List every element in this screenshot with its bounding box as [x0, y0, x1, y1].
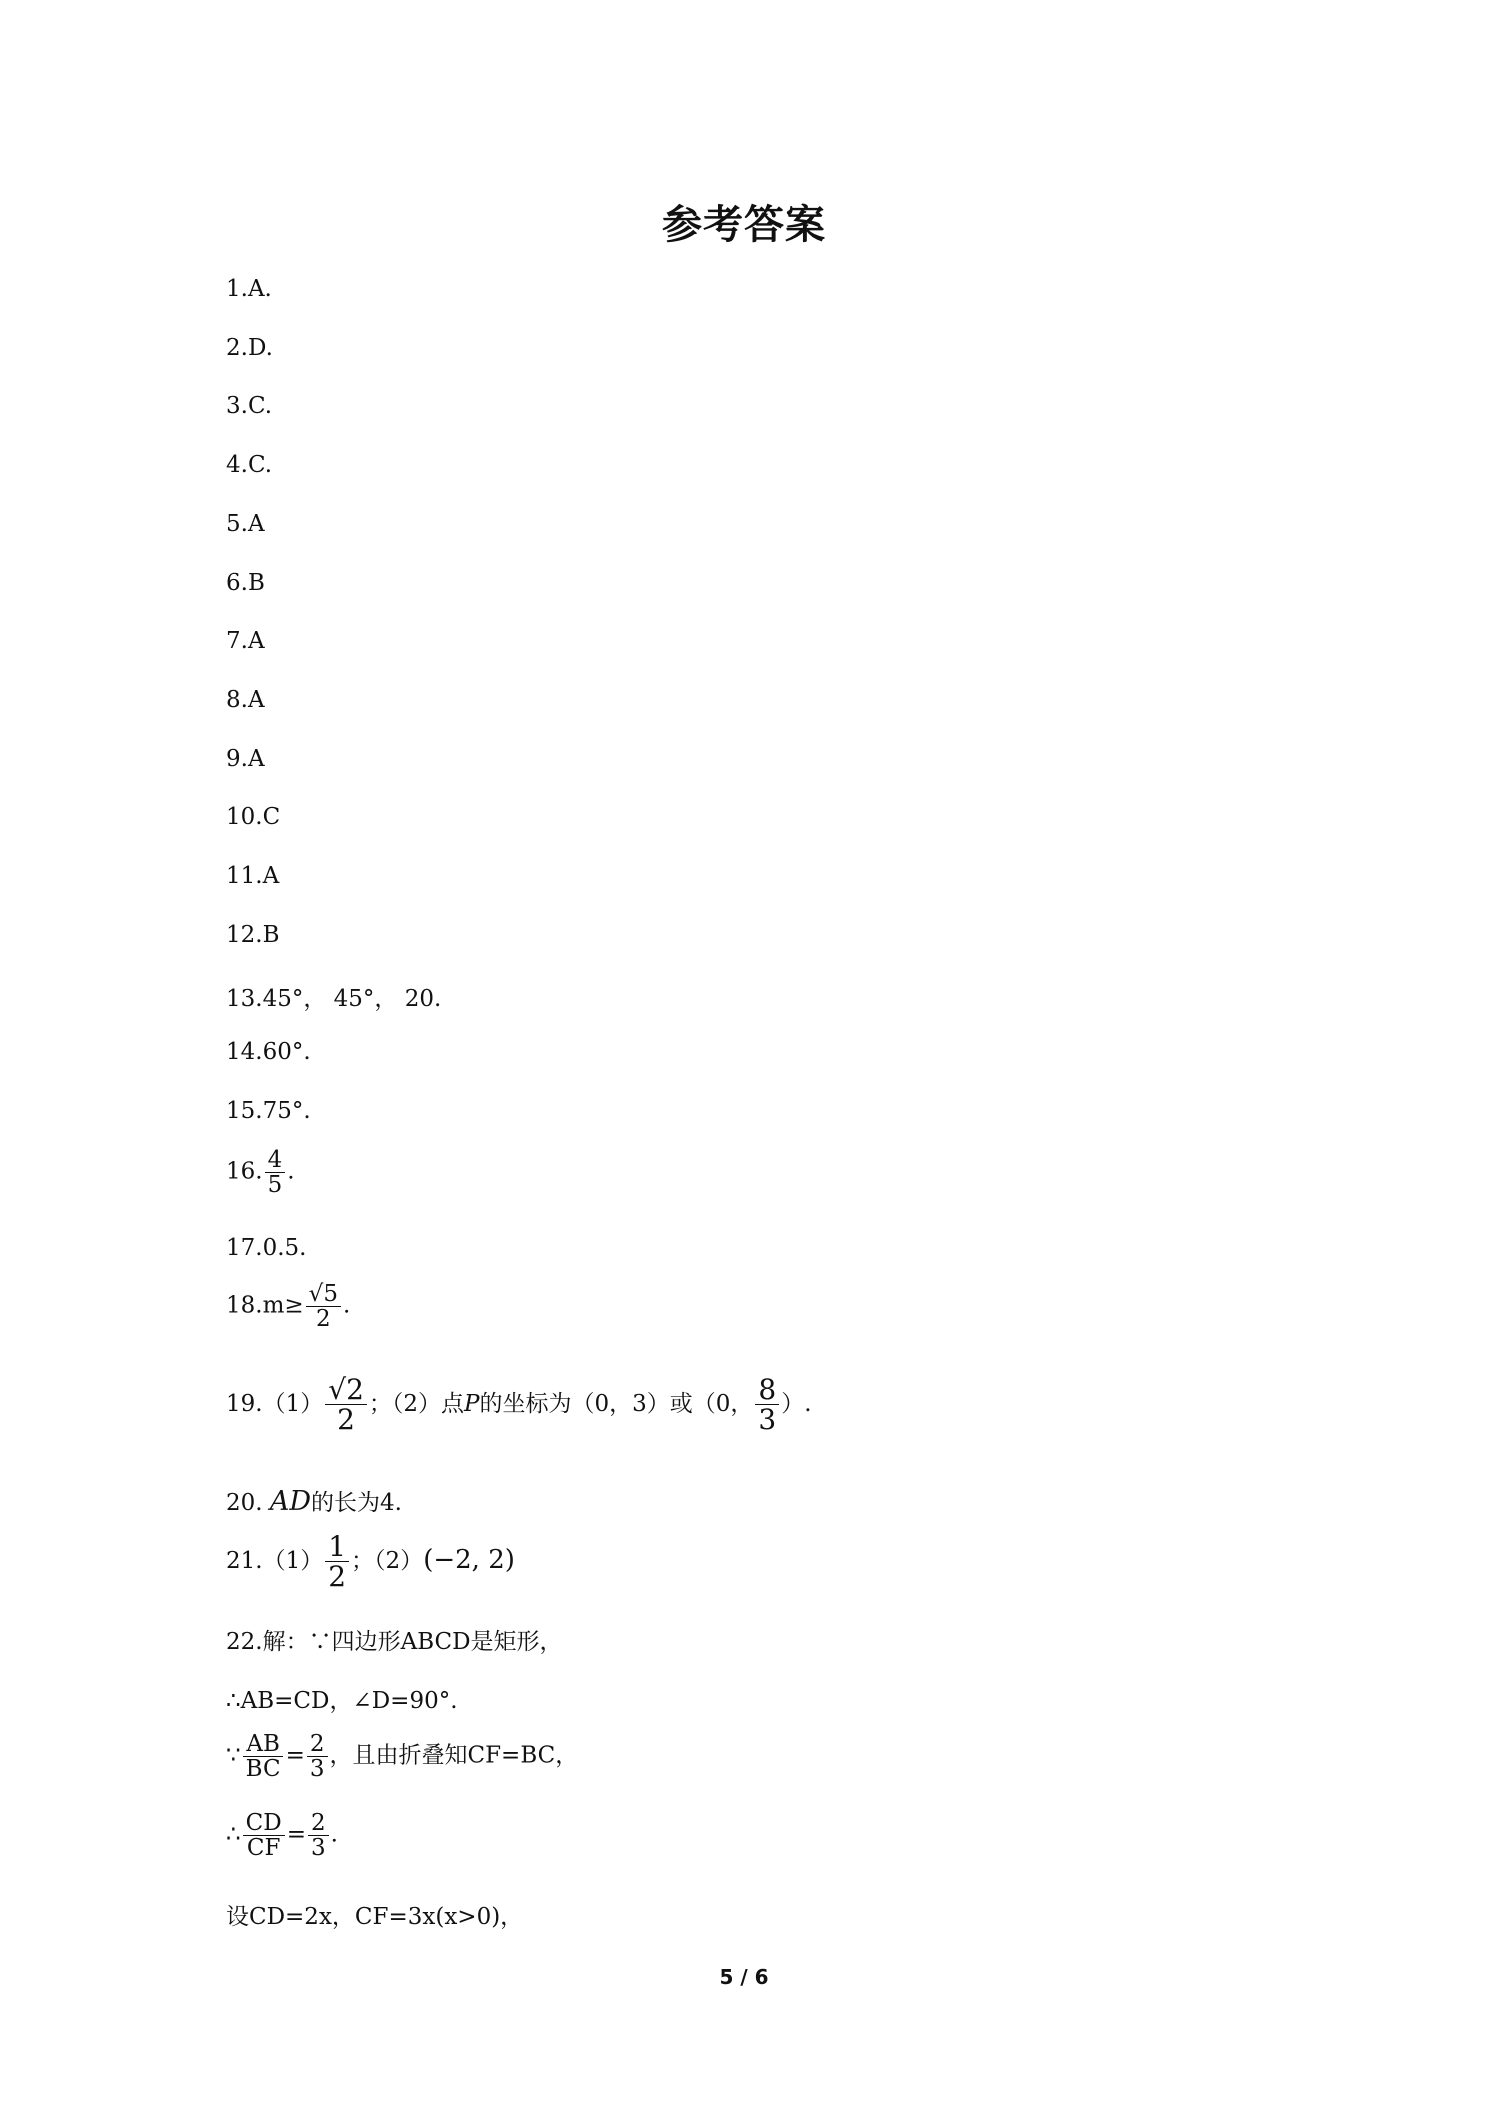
answer-7: 7.A	[226, 628, 265, 654]
answer-9: 9.A	[226, 746, 265, 772]
answer-22-line-4: ∴ $\frac{CD}{CF}$ = $\frac{2}{3}$ .	[226, 1810, 338, 1862]
page-number: 5 / 6	[719, 1965, 769, 1989]
answer-21: 21.（1） $\frac{1}{2}$ ；（2）(−2, 2)	[226, 1530, 515, 1594]
answer-5: 5.A	[226, 511, 265, 537]
fraction: √ $\frac{2}{2}$	[325, 1375, 367, 1435]
fraction: √ $\frac{5}{2}$	[306, 1282, 341, 1331]
fraction: $\frac{AB}{BC}$	[243, 1732, 284, 1781]
fraction: $\frac{2}{3}$	[308, 1811, 329, 1860]
answer-11: 11.A	[226, 863, 280, 889]
answer-17: 17.0.5.	[226, 1235, 307, 1261]
fraction: $\frac{4}{5}$	[265, 1148, 286, 1197]
fraction: $\frac{CD}{CF}$	[243, 1811, 285, 1860]
answer-3: 3.C.	[226, 393, 273, 419]
answer-15: 15.75°.	[226, 1098, 311, 1124]
answer-2: 2.D.	[226, 335, 273, 361]
answer-13: 13.45°， 45°， 20.	[226, 986, 442, 1012]
page-title: 参考答案	[662, 202, 826, 248]
answer-6: 6.B	[226, 570, 265, 596]
answer-20: 20. AD的长为4.	[226, 1486, 402, 1517]
answer-16: 16. $\frac{4}{5}$ .	[226, 1147, 295, 1199]
answer-14: 14.60°.	[226, 1039, 311, 1065]
answer-22-line-1: 22.解：∵四边形ABCD是矩形，	[226, 1629, 563, 1655]
answer-22-line-2: ∴AB=CD，∠D=90°.	[226, 1688, 458, 1714]
answer-19: 19.（1） √ $\frac{2}{2}$ ；（2）点P的坐标为（0，3）或（0， $\frac{8}{3}$ ）.	[226, 1375, 812, 1435]
answer-18: 18.m≥ √ $\frac{5}{2}$ .	[226, 1282, 350, 1331]
answer-1: 1.A.	[226, 276, 272, 302]
answer-4: 4.C.	[226, 452, 273, 478]
answer-22-line-3: ∵ $\frac{AB}{BC}$ = $\frac{2}{3}$ ，且由折叠知CF=BC，	[226, 1731, 579, 1783]
answer-8: 8.A	[226, 687, 265, 713]
fraction: $\frac{8}{3}$	[755, 1375, 779, 1435]
fraction: $\frac{2}{3}$	[307, 1732, 328, 1781]
answer-22-line-5: 设CD=2x，CF=3x(x>0)，	[226, 1904, 524, 1930]
answer-12: 12.B	[226, 922, 280, 948]
fraction: $\frac{1}{2}$	[325, 1532, 349, 1592]
answer-10: 10.C	[226, 804, 281, 830]
